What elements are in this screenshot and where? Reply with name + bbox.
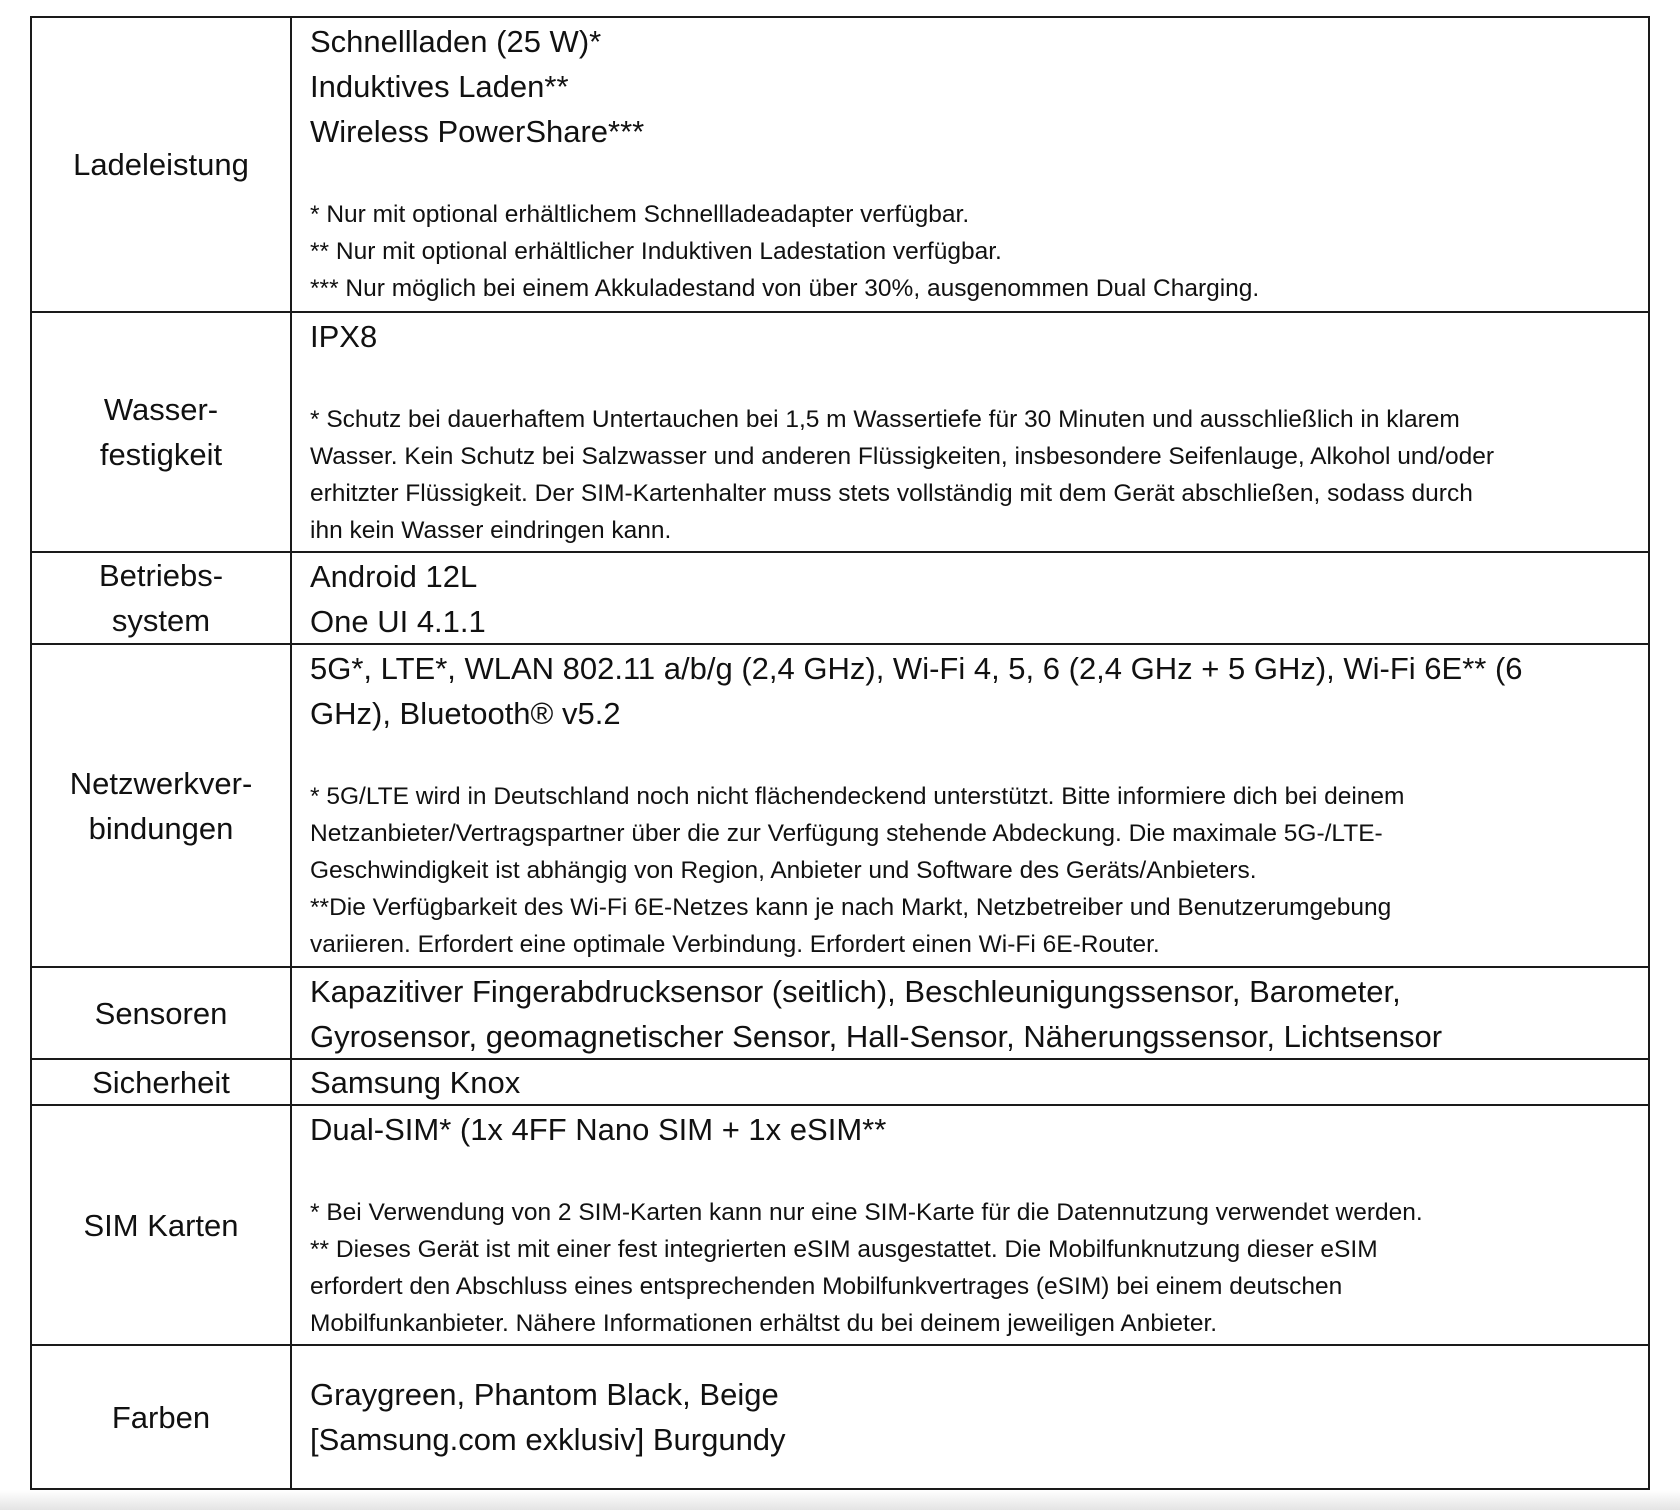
spec-footnote-line: * Schutz bei dauerhaftem Untertauchen bei 1,5 m Wassertiefe für 30 Minuten und ausschließlich in klarem — [310, 406, 1460, 433]
spec-row-netzwerkverbindungen — [32, 645, 1648, 968]
spec-content — [292, 1060, 1648, 1104]
spec-row-farben — [32, 1346, 1648, 1488]
spec-label-line: festigkeit — [99, 437, 223, 472]
spec-value-line: Graygreen, Phantom Black, Beige — [310, 1377, 779, 1412]
spec-value-line: [Samsung.com exklusiv] Burgundy — [310, 1422, 786, 1457]
spec-label-line: Sensoren — [94, 995, 228, 1031]
spec-label-line: bindungen — [88, 810, 234, 846]
spec-footnote-line: erfordert den Abschluss eines entsprechenden Mobilfunkvertrages (eSIM) bei einem deutschen — [310, 1273, 1343, 1300]
spec-content — [292, 18, 1648, 311]
spec-value-line: Gyrosensor, geomagnetischer Sensor, Hall-Sensor, Näherungssensor, Lichtsensor — [310, 1019, 1443, 1054]
spec-content — [292, 645, 1648, 966]
spec-row-sicherheit — [32, 1060, 1648, 1106]
spec-value-line: Wireless PowerShare*** — [310, 114, 645, 149]
spec-footnote-line: Mobilfunkanbieter. Nähere Informationen erhältst du bei deinem jeweiligen Anbieter. — [310, 1310, 1218, 1337]
spec-value-line: Samsung Knox — [310, 1065, 521, 1100]
spec-content — [292, 1106, 1648, 1344]
spec-label — [32, 553, 292, 643]
spec-content — [292, 968, 1648, 1058]
spec-label — [32, 645, 292, 966]
spec-footnote-line: erhitzter Flüssigkeit. Der SIM-Kartenhalter muss stets vollständig mit dem Gerät abschließen, sodass durch — [310, 480, 1473, 507]
spec-footnote-line: Netzanbieter/Vertragspartner über die zur Verfügung stehende Abdeckung. Die maximale 5G-/LTE- — [310, 820, 1383, 847]
spec-value-line: Induktives Laden** — [310, 69, 569, 104]
spec-value-line: Schnellladen (25 W)* — [310, 24, 602, 59]
spec-value-line: One UI 4.1.1 — [310, 604, 486, 639]
spec-row-wasserfestigkeit — [32, 313, 1648, 553]
spec-row-sensoren — [32, 968, 1648, 1060]
spec-footnote-line: * 5G/LTE wird in Deutschland noch nicht flächendeckend unterstützt. Bitte informiere dich bei deinem — [310, 783, 1405, 810]
spec-value-line: 5G*, LTE*, WLAN 802.11 a/b/g (2,4 GHz), Wi-Fi 4, 5, 6 (2,4 GHz + 5 GHz), Wi-Fi 6E** (6 — [310, 651, 1523, 686]
spec-row-sim-karten — [32, 1106, 1648, 1346]
spec-table — [30, 16, 1650, 1490]
spec-footnote-line: *** Nur möglich bei einem Akkuladestand von über 30%, ausgenommen Dual Charging. — [310, 275, 1260, 302]
spec-footnote-line: ihn kein Wasser eindringen kann. — [310, 517, 672, 544]
spec-label-line: system — [111, 603, 211, 638]
spec-footnote-line: Geschwindigkeit ist abhängig von Region, Anbieter und Software des Geräts/Anbieters. — [310, 857, 1257, 884]
spec-value-line: Android 12L — [310, 559, 478, 594]
spec-value-line: GHz), Bluetooth® v5.2 — [310, 696, 621, 731]
spec-label-line: Sicherheit — [92, 1064, 230, 1100]
spec-label-line: Farben — [111, 1399, 211, 1435]
page-bottom-shadow — [0, 1490, 1680, 1510]
spec-label — [32, 313, 292, 551]
spec-label — [32, 968, 292, 1058]
spec-content — [292, 1346, 1648, 1488]
spec-row-betriebssystem — [32, 553, 1648, 645]
spec-value-line: Dual-SIM* (1x 4FF Nano SIM + 1x eSIM** — [310, 1112, 887, 1147]
spec-content — [292, 553, 1648, 643]
spec-footnote-line: * Bei Verwendung von 2 SIM-Karten kann nur eine SIM-Karte für die Datennutzung verwendet werden. — [310, 1199, 1423, 1226]
spec-footnote-line: **Die Verfügbarkeit des Wi-Fi 6E-Netzes kann je nach Markt, Netzbetreiber und Benutzerumgebung — [310, 894, 1392, 921]
spec-footnote-line: ** Nur mit optional erhältlicher Induktiven Ladestation verfügbar. — [310, 238, 1002, 265]
spec-value-line: IPX8 — [310, 319, 378, 354]
spec-row-ladeleistung — [32, 18, 1648, 313]
spec-label — [32, 1106, 292, 1344]
spec-footnote-line: variieren. Erfordert eine optimale Verbindung. Erfordert einen Wi-Fi 6E-Router. — [310, 931, 1160, 958]
spec-footnote-line: Wasser. Kein Schutz bei Salzwasser und anderen Flüssigkeiten, insbesondere Seifenlauge, Alkohol und/oder — [310, 443, 1494, 470]
spec-footnote-line: ** Dieses Gerät ist mit einer fest integrierten eSIM ausgestattet. Die Mobilfunknutzung dieser eSIM — [310, 1236, 1378, 1263]
spec-label — [32, 1346, 292, 1488]
spec-footnote-line: * Nur mit optional erhältlichem Schnellladeadapter verfügbar. — [310, 201, 970, 228]
spec-value-line: Kapazitiver Fingerabdrucksensor (seitlich), Beschleunigungssensor, Barometer, — [310, 974, 1401, 1009]
spec-label — [32, 1060, 292, 1104]
spec-label-line: SIM Karten — [83, 1207, 239, 1243]
spec-label-line: Betriebs- — [98, 558, 224, 593]
spec-content — [292, 313, 1648, 551]
spec-label-line: Wasser- — [103, 392, 219, 427]
spec-label-line: Ladeleistung — [73, 147, 249, 182]
spec-label — [32, 18, 292, 311]
spec-label-line: Netzwerkver- — [69, 765, 253, 801]
